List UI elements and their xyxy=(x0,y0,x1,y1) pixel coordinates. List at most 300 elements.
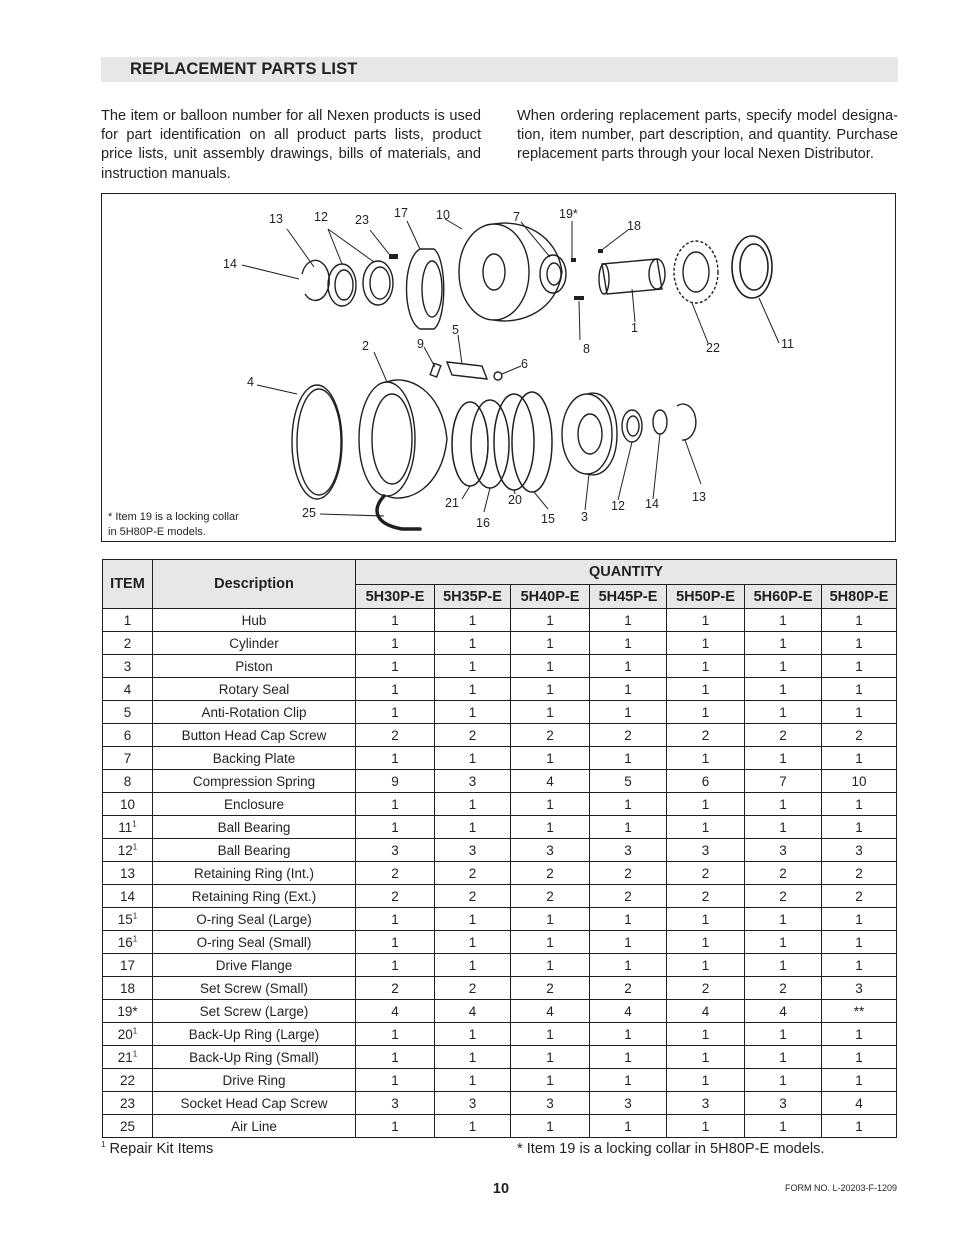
quantity-cell: 3 xyxy=(511,839,590,862)
quantity-cell: 1 xyxy=(590,1023,667,1046)
quantity-cell: 4 xyxy=(667,1000,745,1023)
callout-label: 8 xyxy=(583,342,590,356)
description-cell: Set Screw (Large) xyxy=(153,1000,356,1023)
quantity-cell: 4 xyxy=(511,1000,590,1023)
quantity-cell: 3 xyxy=(590,1092,667,1115)
quantity-cell: 9 xyxy=(356,770,435,793)
quantity-cell: 2 xyxy=(667,885,745,908)
quantity-cell: 1 xyxy=(435,931,511,954)
quantity-cell: 3 xyxy=(356,1092,435,1115)
quantity-cell: 1 xyxy=(511,609,590,632)
quantity-cell: 3 xyxy=(435,1092,511,1115)
quantity-cell: 1 xyxy=(435,678,511,701)
quantity-cell: 1 xyxy=(822,1069,897,1092)
quantity-cell: 2 xyxy=(590,724,667,747)
item-cell xyxy=(103,793,153,816)
description-cell: Air Line xyxy=(153,1115,356,1138)
quantity-cell: 1 xyxy=(822,678,897,701)
quantity-cell: 1 xyxy=(435,816,511,839)
quantity-cell: 1 xyxy=(667,793,745,816)
quantity-cell: 1 xyxy=(435,632,511,655)
quantity-cell: 1 xyxy=(667,816,745,839)
quantity-cell: 1 xyxy=(590,793,667,816)
quantity-cell: 2 xyxy=(435,885,511,908)
figure-note-line: in 5H80P-E models. xyxy=(108,526,206,538)
quantity-cell: 1 xyxy=(435,701,511,724)
quantity-cell: 1 xyxy=(590,954,667,977)
parts-table xyxy=(102,559,897,1138)
repair-kit-marker: 1 xyxy=(132,819,137,828)
description-cell: Backing Plate xyxy=(153,747,356,770)
description-cell: Back-Up Ring (Large) xyxy=(153,1023,356,1046)
description-cell: Back-Up Ring (Small) xyxy=(153,1046,356,1069)
item-cell xyxy=(103,1069,153,1092)
item-number: 17 xyxy=(119,957,136,973)
quantity-cell: 1 xyxy=(590,747,667,770)
model-header: 5H60P-E xyxy=(745,585,822,609)
quantity-cell: 7 xyxy=(745,770,822,793)
item-number: 20 xyxy=(117,1026,133,1042)
quantity-cell: 1 xyxy=(511,655,590,678)
description-cell: O-ring Seal (Large) xyxy=(153,908,356,931)
callout-label: 12 xyxy=(611,499,625,513)
callout-label: 11 xyxy=(781,337,794,351)
table-row xyxy=(103,655,897,678)
rotary-seal-drawing xyxy=(292,385,342,499)
quantity-cell: 1 xyxy=(745,793,822,816)
quantity-cell: 1 xyxy=(667,632,745,655)
quantity-cell: 4 xyxy=(356,1000,435,1023)
quantity-cell: 4 xyxy=(745,1000,822,1023)
callout-label: 1 xyxy=(631,321,638,335)
item-number: 18 xyxy=(119,980,136,996)
table-row xyxy=(103,770,897,793)
quantity-cell: 2 xyxy=(356,724,435,747)
quantity-cell: 2 xyxy=(590,885,667,908)
description-cell: Cylinder xyxy=(153,632,356,655)
callout-label: 10 xyxy=(436,208,450,222)
quantity-cell: 1 xyxy=(590,609,667,632)
repair-kit-marker: 1 xyxy=(132,842,138,851)
callout-label: 23 xyxy=(355,213,369,227)
quantity-cell: 1 xyxy=(511,793,590,816)
description-cell: Drive Flange xyxy=(153,954,356,977)
figure-note xyxy=(108,510,239,540)
model-header: 5H45P-E xyxy=(590,585,667,609)
quantity-cell: 1 xyxy=(745,908,822,931)
quantity-cell: 2 xyxy=(435,977,511,1000)
item-cell xyxy=(103,977,153,1000)
item-number: 15 xyxy=(117,911,133,927)
quantity-cell: 1 xyxy=(511,816,590,839)
item-number: 1 xyxy=(123,612,132,628)
quantity-cell: 1 xyxy=(667,1069,745,1092)
model-header: 5H50P-E xyxy=(667,585,745,609)
ball-bearing-small-drawing xyxy=(328,261,393,306)
quantity-cell: 3 xyxy=(511,1092,590,1115)
quantity-cell: 2 xyxy=(511,724,590,747)
description-cell: Enclosure xyxy=(153,793,356,816)
quantity-cell: 1 xyxy=(667,1023,745,1046)
item-number: 21 xyxy=(117,1049,133,1065)
table-row xyxy=(103,724,897,747)
quantity-cell: 1 xyxy=(745,747,822,770)
table-row xyxy=(103,747,897,770)
exploded-view-drawing xyxy=(102,194,894,540)
quantity-cell: 1 xyxy=(435,1069,511,1092)
quantity-cell: 2 xyxy=(745,885,822,908)
callout-label: 22 xyxy=(706,341,720,355)
item-header: ITEM xyxy=(103,560,153,609)
quantity-cell: 1 xyxy=(590,816,667,839)
description-cell: Compression Spring xyxy=(153,770,356,793)
air-line-drawing xyxy=(377,496,420,529)
callout-label: 7 xyxy=(513,210,520,224)
repair-kit-marker: 1 xyxy=(132,934,138,943)
quantity-cell: 1 xyxy=(356,678,435,701)
quantity-cell: 1 xyxy=(511,701,590,724)
table-row xyxy=(103,954,897,977)
quantity-cell: 1 xyxy=(435,655,511,678)
model-header: 5H35P-E xyxy=(435,585,511,609)
quantity-cell: 2 xyxy=(356,977,435,1000)
quantity-cell: 1 xyxy=(667,701,745,724)
quantity-cell: 2 xyxy=(511,885,590,908)
callout-label: 14 xyxy=(223,257,237,271)
quantity-cell: 4 xyxy=(590,1000,667,1023)
quantity-cell: 3 xyxy=(745,839,822,862)
quantity-cell: 1 xyxy=(356,954,435,977)
quantity-cell: 3 xyxy=(590,839,667,862)
item-number: 25 xyxy=(119,1118,136,1134)
item-number: 23 xyxy=(119,1095,136,1111)
quantity-cell: 1 xyxy=(822,609,897,632)
quantity-cell: 1 xyxy=(511,954,590,977)
section-header-bar xyxy=(101,57,898,82)
item-number: 6 xyxy=(123,727,132,743)
section-title: REPLACEMENT PARTS LIST xyxy=(130,60,358,78)
quantity-cell: 1 xyxy=(356,1069,435,1092)
quantity-cell: 1 xyxy=(435,1115,511,1138)
item-cell xyxy=(103,1092,153,1115)
quantity-cell: 4 xyxy=(822,1092,897,1115)
description-cell: Ball Bearing xyxy=(153,839,356,862)
item-cell xyxy=(103,609,153,632)
item-number: 16 xyxy=(117,934,133,950)
quantity-cell: 1 xyxy=(822,816,897,839)
quantity-cell: 1 xyxy=(356,793,435,816)
retaining-ring-int-drawing xyxy=(302,260,329,300)
quantity-cell: 3 xyxy=(822,839,897,862)
item-number: 13 xyxy=(119,865,136,881)
quantity-cell: 2 xyxy=(435,724,511,747)
quantity-cell: 3 xyxy=(667,839,745,862)
table-row xyxy=(103,862,897,885)
quantity-cell: 1 xyxy=(667,954,745,977)
quantity-cell: 3 xyxy=(435,839,511,862)
quantity-cell: 1 xyxy=(356,609,435,632)
item-number: 7 xyxy=(123,750,132,766)
quantity-cell: 1 xyxy=(435,1023,511,1046)
item-number: 3 xyxy=(123,658,132,674)
quantity-cell: 1 xyxy=(745,655,822,678)
quantity-cell: 1 xyxy=(822,931,897,954)
figure-note-line: * Item 19 is a locking collar xyxy=(108,511,239,523)
model-header: 5H30P-E xyxy=(356,585,435,609)
item-number: 5 xyxy=(123,704,132,720)
quantity-cell: 1 xyxy=(356,931,435,954)
item-cell xyxy=(103,885,153,908)
item-number: 8 xyxy=(123,773,132,789)
callout-label: 18 xyxy=(627,219,641,233)
description-cell: O-ring Seal (Small) xyxy=(153,931,356,954)
quantity-cell: 3 xyxy=(822,977,897,1000)
quantity-cell: 1 xyxy=(590,931,667,954)
quantity-cell: 1 xyxy=(822,793,897,816)
model-header: 5H80P-E xyxy=(822,585,897,609)
quantity-cell: 2 xyxy=(822,885,897,908)
quantity-cell: 1 xyxy=(745,931,822,954)
cylinder-drawing xyxy=(359,380,447,498)
quantity-cell: 1 xyxy=(822,1046,897,1069)
item-cell xyxy=(103,931,153,954)
quantity-cell: 10 xyxy=(822,770,897,793)
table-row xyxy=(103,1000,897,1023)
quantity-cell: 1 xyxy=(745,609,822,632)
quantity-cell: 1 xyxy=(745,701,822,724)
callout-label: 3 xyxy=(581,510,588,524)
quantity-cell: 1 xyxy=(356,747,435,770)
socket-head-screw-drawing xyxy=(389,254,398,259)
callout-label: 25 xyxy=(302,506,316,520)
item-cell xyxy=(103,862,153,885)
quantity-cell: 3 xyxy=(435,770,511,793)
drive-flange-drawing xyxy=(407,249,444,329)
quantity-cell: 1 xyxy=(590,701,667,724)
quantity-cell: 1 xyxy=(511,1069,590,1092)
item-cell xyxy=(103,1023,153,1046)
callout-label: 14 xyxy=(645,497,659,511)
quantity-cell: ** xyxy=(822,1000,897,1023)
callout-label: 9 xyxy=(417,337,424,351)
callout-label: 21 xyxy=(445,496,459,510)
item-cell xyxy=(103,724,153,747)
repair-kit-marker: 1 xyxy=(132,1026,138,1035)
table-row xyxy=(103,793,897,816)
quantity-cell: 1 xyxy=(822,747,897,770)
callout-label: 4 xyxy=(247,375,254,389)
quantity-cell: 5 xyxy=(590,770,667,793)
quantity-cell: 1 xyxy=(667,931,745,954)
quantity-cell: 1 xyxy=(356,908,435,931)
quantity-cell: 1 xyxy=(745,1115,822,1138)
callout-label: 6 xyxy=(521,357,528,371)
anti-rotation-clip-drawing xyxy=(430,362,502,380)
quantity-cell: 2 xyxy=(590,977,667,1000)
description-cell: Hub xyxy=(153,609,356,632)
footnote-text: Repair Kit Items xyxy=(105,1141,214,1157)
quantity-cell: 1 xyxy=(745,1069,822,1092)
quantity-cell: 2 xyxy=(511,977,590,1000)
item-cell xyxy=(103,908,153,931)
quantity-cell: 1 xyxy=(356,1023,435,1046)
quantity-cell: 1 xyxy=(356,655,435,678)
table-row xyxy=(103,931,897,954)
table-row xyxy=(103,632,897,655)
quantity-cell: 1 xyxy=(511,678,590,701)
callout-label: 16 xyxy=(476,516,490,530)
quantity-cell: 1 xyxy=(590,908,667,931)
quantity-cell: 1 xyxy=(822,954,897,977)
item-number: 4 xyxy=(123,681,132,697)
item-cell xyxy=(103,1000,153,1023)
table-row xyxy=(103,1069,897,1092)
o-ring-drawing xyxy=(452,392,552,492)
piston-drawing xyxy=(562,393,617,475)
callout-label: 13 xyxy=(269,212,283,226)
quantity-cell: 1 xyxy=(590,1115,667,1138)
callout-label: 17 xyxy=(394,206,408,220)
quantity-cell: 1 xyxy=(590,678,667,701)
table-row xyxy=(103,1092,897,1115)
item-cell xyxy=(103,655,153,678)
exploded-view-figure xyxy=(101,193,896,542)
table-row xyxy=(103,885,897,908)
table-row xyxy=(103,701,897,724)
quantity-cell: 1 xyxy=(435,1046,511,1069)
quantity-cell: 1 xyxy=(822,632,897,655)
item-cell xyxy=(103,701,153,724)
quantity-cell: 1 xyxy=(745,954,822,977)
item-cell xyxy=(103,816,153,839)
callout-label: 13 xyxy=(692,490,706,504)
quantity-cell: 1 xyxy=(745,678,822,701)
quantity-cell: 2 xyxy=(511,862,590,885)
bottom-bearing-drawing xyxy=(622,410,667,442)
quantity-cell: 1 xyxy=(667,609,745,632)
quantity-cell: 1 xyxy=(667,678,745,701)
item-number: 14 xyxy=(119,888,136,904)
description-cell: Anti-Rotation Clip xyxy=(153,701,356,724)
quantity-cell: 1 xyxy=(822,908,897,931)
quantity-cell: 3 xyxy=(356,839,435,862)
intro-paragraph-right: When ordering replacement parts, specify model designa-tion, item number, part description, and quantity. Purchase replacement parts through your local Nexen Distributor. xyxy=(517,108,898,163)
quantity-cell: 1 xyxy=(822,655,897,678)
quantity-cell: 1 xyxy=(356,816,435,839)
model-header: 5H40P-E xyxy=(511,585,590,609)
quantity-cell: 2 xyxy=(667,724,745,747)
table-row xyxy=(103,977,897,1000)
quantity-cell: 1 xyxy=(667,747,745,770)
quantity-cell: 1 xyxy=(590,1069,667,1092)
item-cell xyxy=(103,839,153,862)
parts-table-body xyxy=(103,609,897,1138)
table-row xyxy=(103,1046,897,1069)
quantity-cell: 1 xyxy=(511,632,590,655)
drive-ring-drawing xyxy=(674,241,718,303)
quantity-cell: 1 xyxy=(356,1046,435,1069)
quantity-cell: 1 xyxy=(435,747,511,770)
quantity-header: QUANTITY xyxy=(356,560,897,585)
callout-label: 12 xyxy=(314,210,328,224)
item-number: 11 xyxy=(118,819,133,835)
footnote-marker: 1 xyxy=(101,1140,106,1150)
ball-bearing-large-drawing xyxy=(732,236,772,298)
description-cell: Retaining Ring (Int.) xyxy=(153,862,356,885)
quantity-cell: 1 xyxy=(356,1115,435,1138)
page-number: 10 xyxy=(492,1181,510,1197)
table-row xyxy=(103,678,897,701)
quantity-cell: 1 xyxy=(822,1115,897,1138)
quantity-cell: 4 xyxy=(511,770,590,793)
repair-kit-footnote xyxy=(101,1141,213,1157)
quantity-cell: 2 xyxy=(356,862,435,885)
description-header: Description xyxy=(153,560,356,609)
callout-label: 20 xyxy=(508,493,522,507)
description-cell: Rotary Seal xyxy=(153,678,356,701)
item-number: 12 xyxy=(117,842,133,858)
table-row xyxy=(103,908,897,931)
quantity-cell: 1 xyxy=(356,632,435,655)
set-screw-drawing xyxy=(571,249,603,300)
quantity-cell: 3 xyxy=(745,1092,822,1115)
quantity-cell: 2 xyxy=(435,862,511,885)
quantity-cell: 1 xyxy=(511,1023,590,1046)
quantity-cell: 2 xyxy=(745,724,822,747)
quantity-cell: 1 xyxy=(745,1046,822,1069)
quantity-cell: 1 xyxy=(822,701,897,724)
item-number: 10 xyxy=(119,796,136,812)
description-cell: Piston xyxy=(153,655,356,678)
quantity-cell: 1 xyxy=(822,1023,897,1046)
hub-shaft-drawing xyxy=(599,259,665,294)
callout-label: 2 xyxy=(362,339,369,353)
quantity-cell: 2 xyxy=(822,862,897,885)
item-cell xyxy=(103,1115,153,1138)
item-cell xyxy=(103,1046,153,1069)
quantity-cell: 1 xyxy=(590,1046,667,1069)
quantity-cell: 1 xyxy=(667,1115,745,1138)
description-cell: Set Screw (Small) xyxy=(153,977,356,1000)
quantity-cell: 4 xyxy=(435,1000,511,1023)
quantity-cell: 2 xyxy=(745,977,822,1000)
quantity-cell: 1 xyxy=(511,908,590,931)
item19-footnote: * Item 19 is a locking collar in 5H80P-E models. xyxy=(517,1141,825,1157)
item-number: 19* xyxy=(117,1003,138,1019)
quantity-cell: 1 xyxy=(435,954,511,977)
item-cell xyxy=(103,632,153,655)
quantity-cell: 1 xyxy=(435,793,511,816)
quantity-cell: 2 xyxy=(590,862,667,885)
description-cell: Button Head Cap Screw xyxy=(153,724,356,747)
quantity-cell: 1 xyxy=(590,632,667,655)
quantity-cell: 2 xyxy=(745,862,822,885)
quantity-cell: 1 xyxy=(590,655,667,678)
quantity-cell: 1 xyxy=(745,816,822,839)
quantity-cell: 1 xyxy=(511,1046,590,1069)
callout-label: 15 xyxy=(541,512,555,526)
form-number: FORM NO. L-20203-F-1209 xyxy=(784,1183,897,1193)
table-row xyxy=(103,1115,897,1138)
quantity-cell: 1 xyxy=(435,609,511,632)
quantity-cell: 1 xyxy=(435,908,511,931)
table-row xyxy=(103,1023,897,1046)
quantity-cell: 2 xyxy=(822,724,897,747)
quantity-cell: 2 xyxy=(667,862,745,885)
quantity-cell: 3 xyxy=(667,1092,745,1115)
repair-kit-marker: 1 xyxy=(132,911,138,920)
quantity-cell: 1 xyxy=(745,632,822,655)
